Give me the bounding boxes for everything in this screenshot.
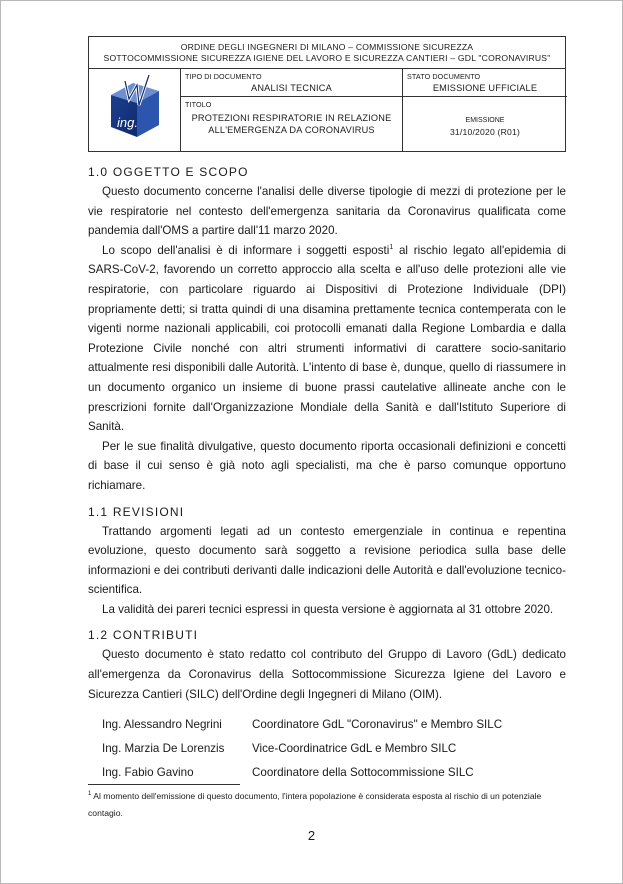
stato-documento-value: EMISSIONE UFFICIALE <box>432 83 538 93</box>
page-number: 2 <box>307 828 316 843</box>
header-line-1: ORDINE DEGLI INGEGNERI DI MILANO – COMMISSIONE SICUREZZA <box>180 41 474 52</box>
footnote <box>88 788 566 822</box>
section-title-contributi: 1.2 CONTRIBUTI <box>88 628 199 643</box>
section-title-revisioni: 1.1 REVISIONI <box>88 504 185 519</box>
titolo-line-2: ALL'EMERGENZA DA CORONAVIRUS <box>208 125 375 135</box>
tipo-documento-value: ANALISI TECNICA <box>251 83 332 93</box>
titolo-label: TITOLO <box>185 100 212 109</box>
contributor-role: Coordinatore GdL "Coronavirus" e Membro SILC <box>252 717 503 731</box>
paragraph: Questo documento è stato redatto col contributo del Gruppo di Lavoro (GdL) dedicato all'emergenza da Coronavirus della Sottocommissione Sicurezza Igiene del Lavoro e Sicurezza Cantieri (SILC) dell'Ordine degli Ingegneri di Milano (OIM). <box>88 648 566 701</box>
document-header <box>88 36 566 152</box>
paragraph-text: Lo scopo dell'analisi è di informare i soggetti esposti <box>102 243 390 257</box>
paragraph: La validità dei pareri tecnici espressi in questa versione è aggiornata al 31 ottobre 2020. <box>102 602 554 616</box>
titolo-cell <box>181 97 403 151</box>
paragraph-text: al rischio legato all'epidemia di SARS-CoV-2, favorendo un corretto approccio alla scelta e all'uso delle protezioni alle vie respiratorie, con particolare riguardo ai Dispositivi di Protezione Individuale (DPI) propriamente detti; si tratta quindi di una disamina prettamente tecnica contemperata con le vigenti norme nazionali applicabili, coi protocolli emanati dalla Regione Lombardia e dalla Protezione Civile nonché con altri strumenti informativi di carattere socio-sanitario attualmente resi disponibili dalle Autorità. L'intento di base è, dunque, quello di riassumere in un documento organico un insieme di buone prassi cautelative allineate anche con le prescrizioni fornite dall'Organizzazione Mondiale della Sanità e dall'Istituto Superiore di Sanità. <box>88 243 566 434</box>
contributor-role: Coordinatore della Sottocommissione SILC <box>252 765 474 779</box>
emissione-value: 31/10/2020 (R01) <box>449 127 521 137</box>
paragraph <box>88 241 566 437</box>
logo-text: ing. <box>117 115 138 130</box>
tipo-documento-label: TIPO DI DOCUMENTO <box>185 72 262 81</box>
list-item <box>88 712 566 736</box>
contributor-name: Ing. Alessandro Negrini <box>102 717 222 731</box>
stato-documento-cell <box>403 69 567 97</box>
section-title-oggetto: 1.0 OGGETTO E SCOPO <box>88 165 249 179</box>
contributor-name: Ing. Marzia De Lorenzis <box>102 741 225 755</box>
logo-icon <box>89 69 179 149</box>
tipo-documento-cell <box>181 69 403 97</box>
list-item <box>88 760 566 784</box>
footnote-ref: 1 <box>389 243 394 251</box>
paragraph: Per le sue finalità divulgative, questo documento riporta occasionali definizioni e concetti di base il cui senso è già noto agli specialisti, ma che è parso comunque opportuno richiamare. <box>88 439 566 492</box>
titolo-value <box>181 112 402 136</box>
footnote-text: Al momento dell'emissione di questo documento, l'intera popolazione è considerata esposta al rischio di un potenziale contagio. <box>88 791 542 818</box>
ordine-ingegneri-logo <box>89 69 181 151</box>
list-item <box>88 736 566 760</box>
contributors-list <box>88 712 566 784</box>
footnote-number: 1 <box>88 791 92 798</box>
contributor-name: Ing. Fabio Gavino <box>102 765 194 779</box>
contributor-role: Vice-Coordinatrice GdL e Membro SILC <box>252 741 457 755</box>
paragraph: Trattando argomenti legati ad un contesto emergenziale in continua e repentina evoluzione, questo documento sarà soggetto a revisione periodica sulla base delle informazioni e dei contributi derivanti dalle indicazioni delle Autorità e dall'evoluzione tecnico-scientifica. <box>88 524 566 597</box>
paragraph: Questo documento concerne l'analisi delle diverse tipologie di mezzi di protezione per le vie respiratorie nel contesto dell'emergenza sanitaria da Coronavirus qualificata come pandemia dall'OMS a partire dall'11 marzo 2020. <box>88 185 566 238</box>
header-organization <box>89 37 565 69</box>
document-body <box>88 162 566 784</box>
header-line-2: SOTTOCOMMISSIONE SICUREZZA IGIENE DEL LAVORO E SICUREZZA CANTIERI – GDL "CORONAVIRUS" <box>103 52 551 63</box>
emissione-cell <box>403 97 567 151</box>
titolo-line-1: PROTEZIONI RESPIRATORIE IN RELAZIONE <box>191 113 392 123</box>
footnote-divider <box>88 784 240 785</box>
stato-documento-label: STATO DOCUMENTO <box>407 72 481 81</box>
emissione-label: EMISSIONE <box>465 117 505 124</box>
